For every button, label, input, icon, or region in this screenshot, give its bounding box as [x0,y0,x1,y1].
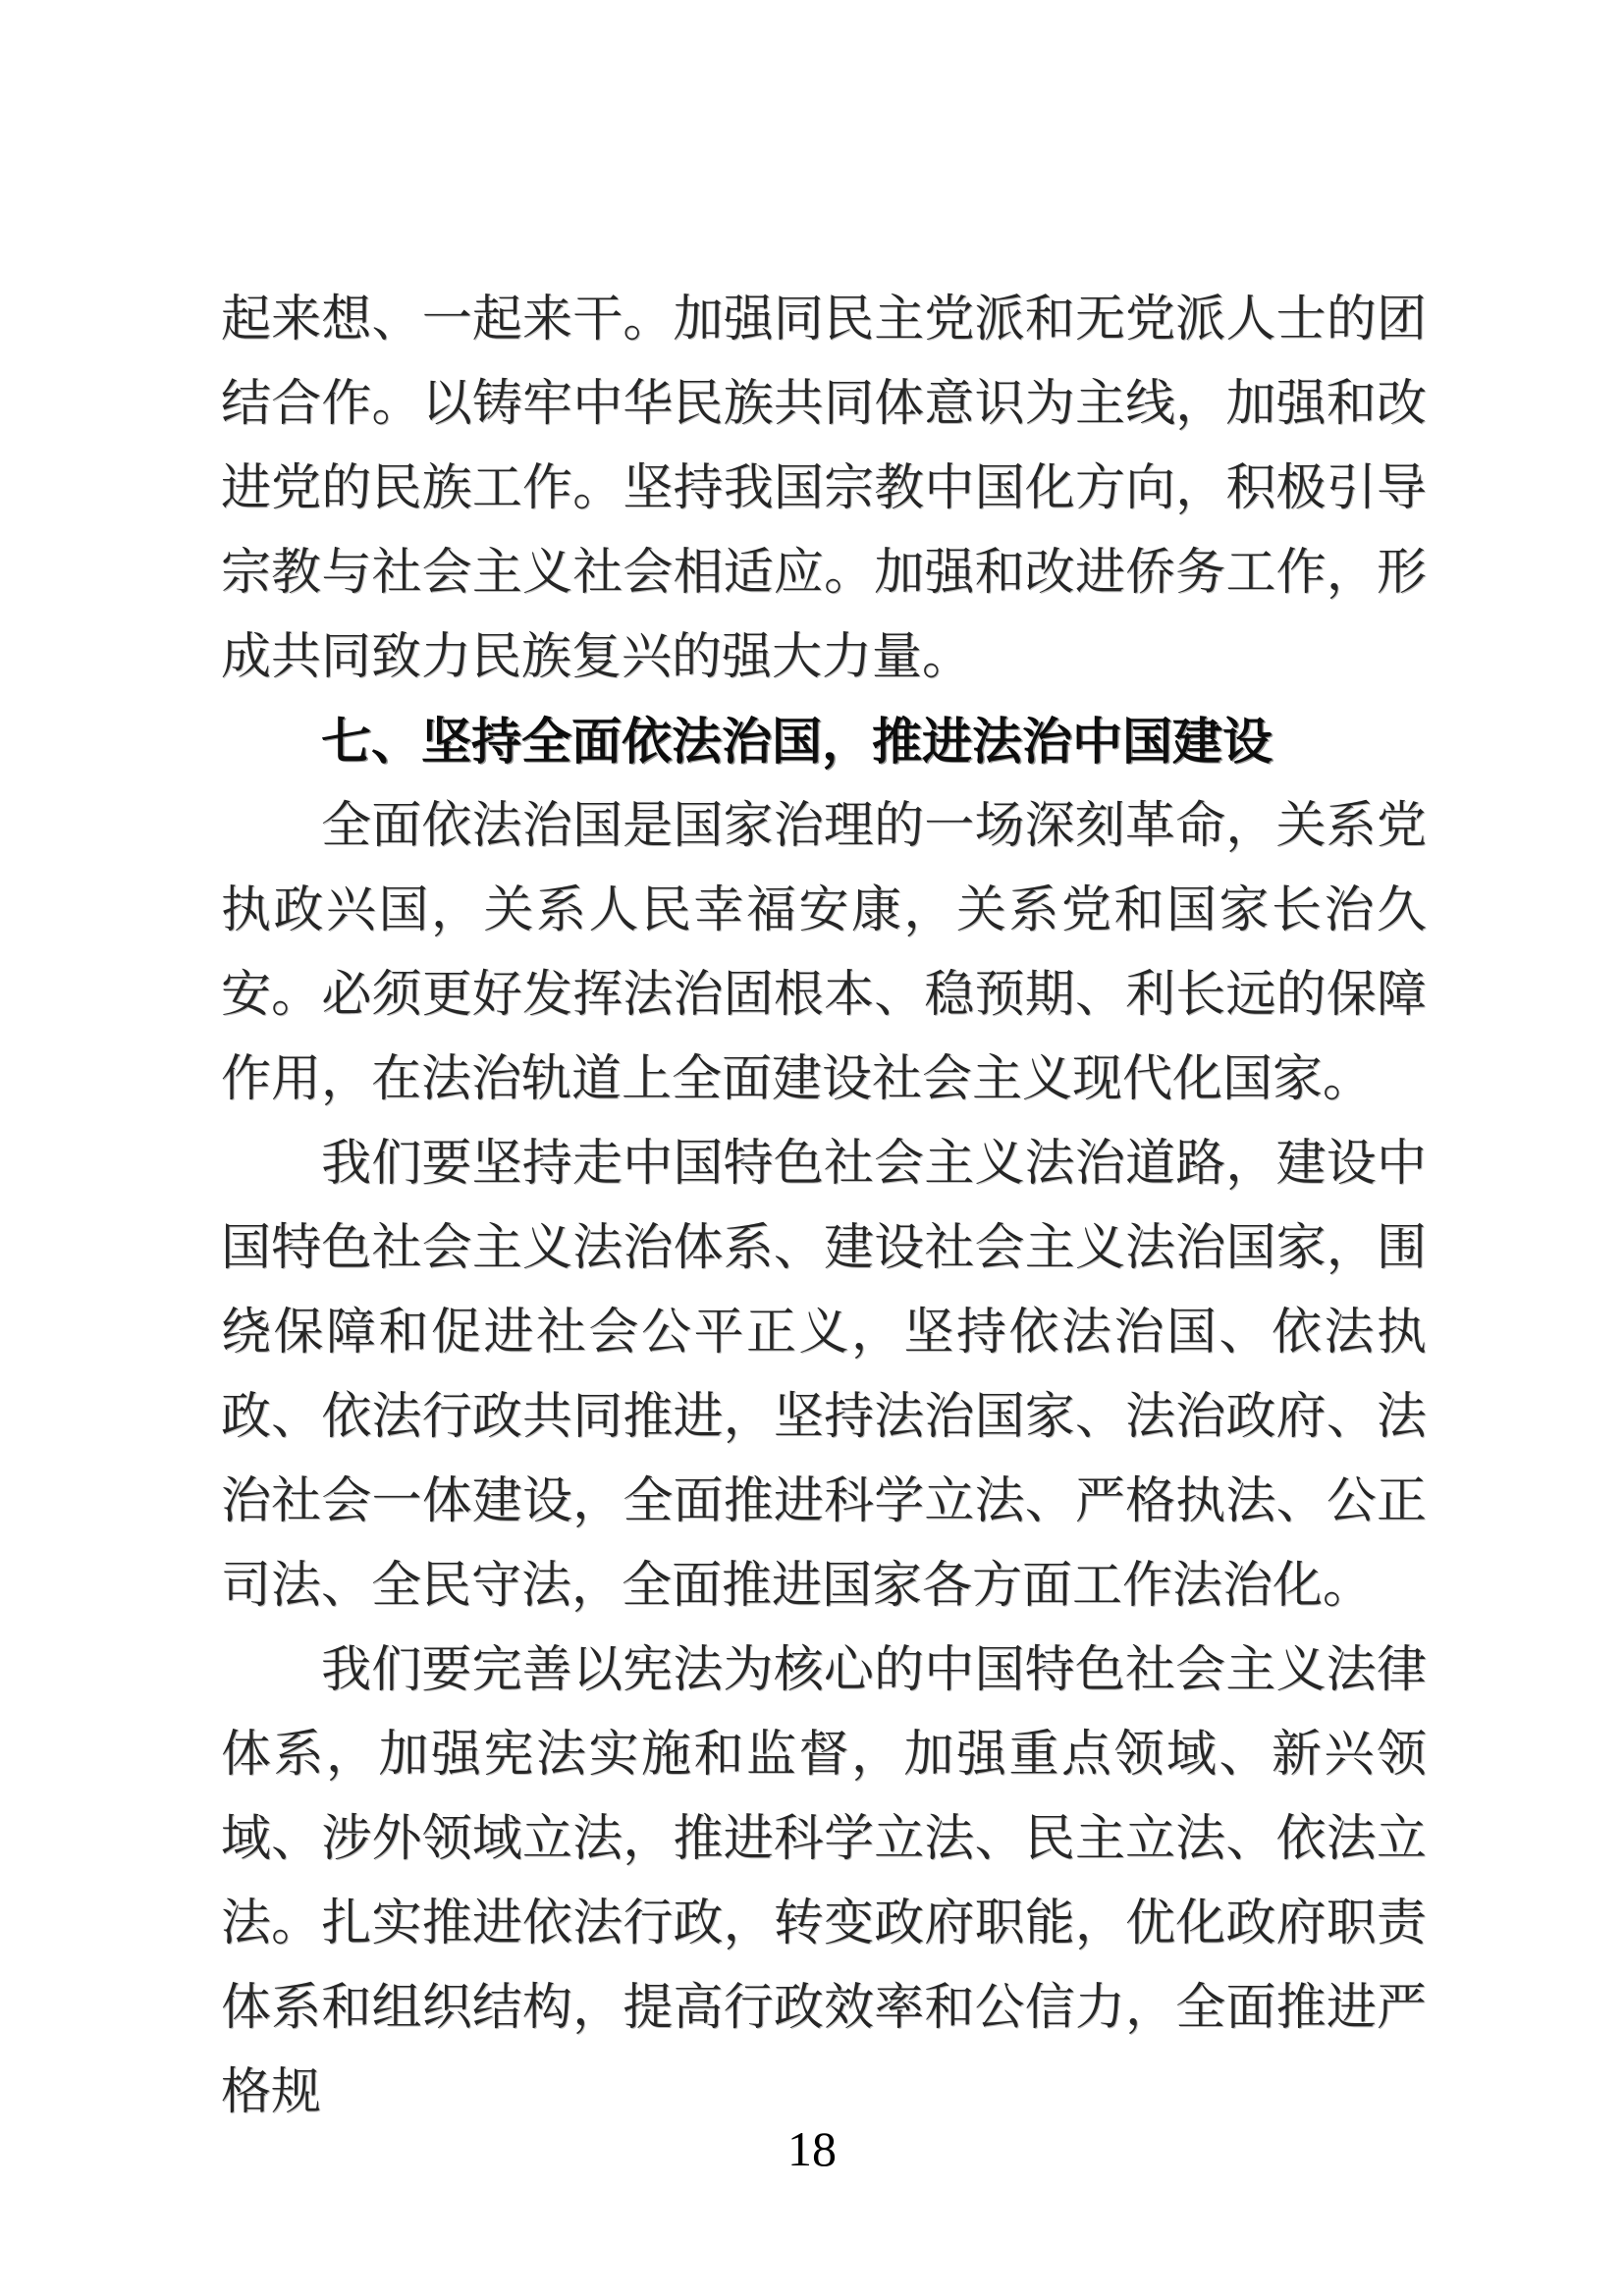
paragraph-legal-system: 我们要完善以宪法为核心的中国特色社会主义法律体系，加强宪法实施和监督，加强重点领域、新兴领域、涉外领域立法，推进科学立法、民主立法、依法立法。扎实推进依法行政，转变政府职能，优化政府职责体系和组织结构，提高行政效率和公信力，全面推进严格规 [221,1643,1427,2120]
page-number: 18 [787,2121,837,2176]
text-column [221,278,1427,2135]
section-heading-seven-rule-of-law: 七、坚持全面依法治国，推进法治中国建设 [321,714,1273,770]
paragraph-rule-of-law-path: 我们要坚持走中国特色社会主义法治道路，建设中国特色社会主义法治体系、建设社会主义法治国家，围绕保障和促进社会公平正义，坚持依法治国、依法执政、依法行政共同推进，坚持法治国家、法治政府、法治社会一体建设，全面推进科学立法、严格执法、公正司法、全民守法，全面推进国家各方面工作法治化。 [221,1137,1427,1614]
paragraph-united-front: 起来想、一起来干。加强同民主党派和无党派人士的团结合作。以铸牢中华民族共同体意识为主线，加强和改进党的民族工作。坚持我国宗教中国化方向，积极引导宗教与社会主义社会相适应。加强和改进侨务工作，形成共同致力民族复兴的强大力量。 [221,293,1427,685]
paragraph-rule-of-law-significance: 全面依法治国是国家治理的一场深刻革命，关系党执政兴国，关系人民幸福安康，关系党和国家长治久安。必须更好发挥法治固根本、稳预期、利长远的保障作用，在法治轨道上全面建设社会主义现代化国家。 [221,799,1427,1107]
